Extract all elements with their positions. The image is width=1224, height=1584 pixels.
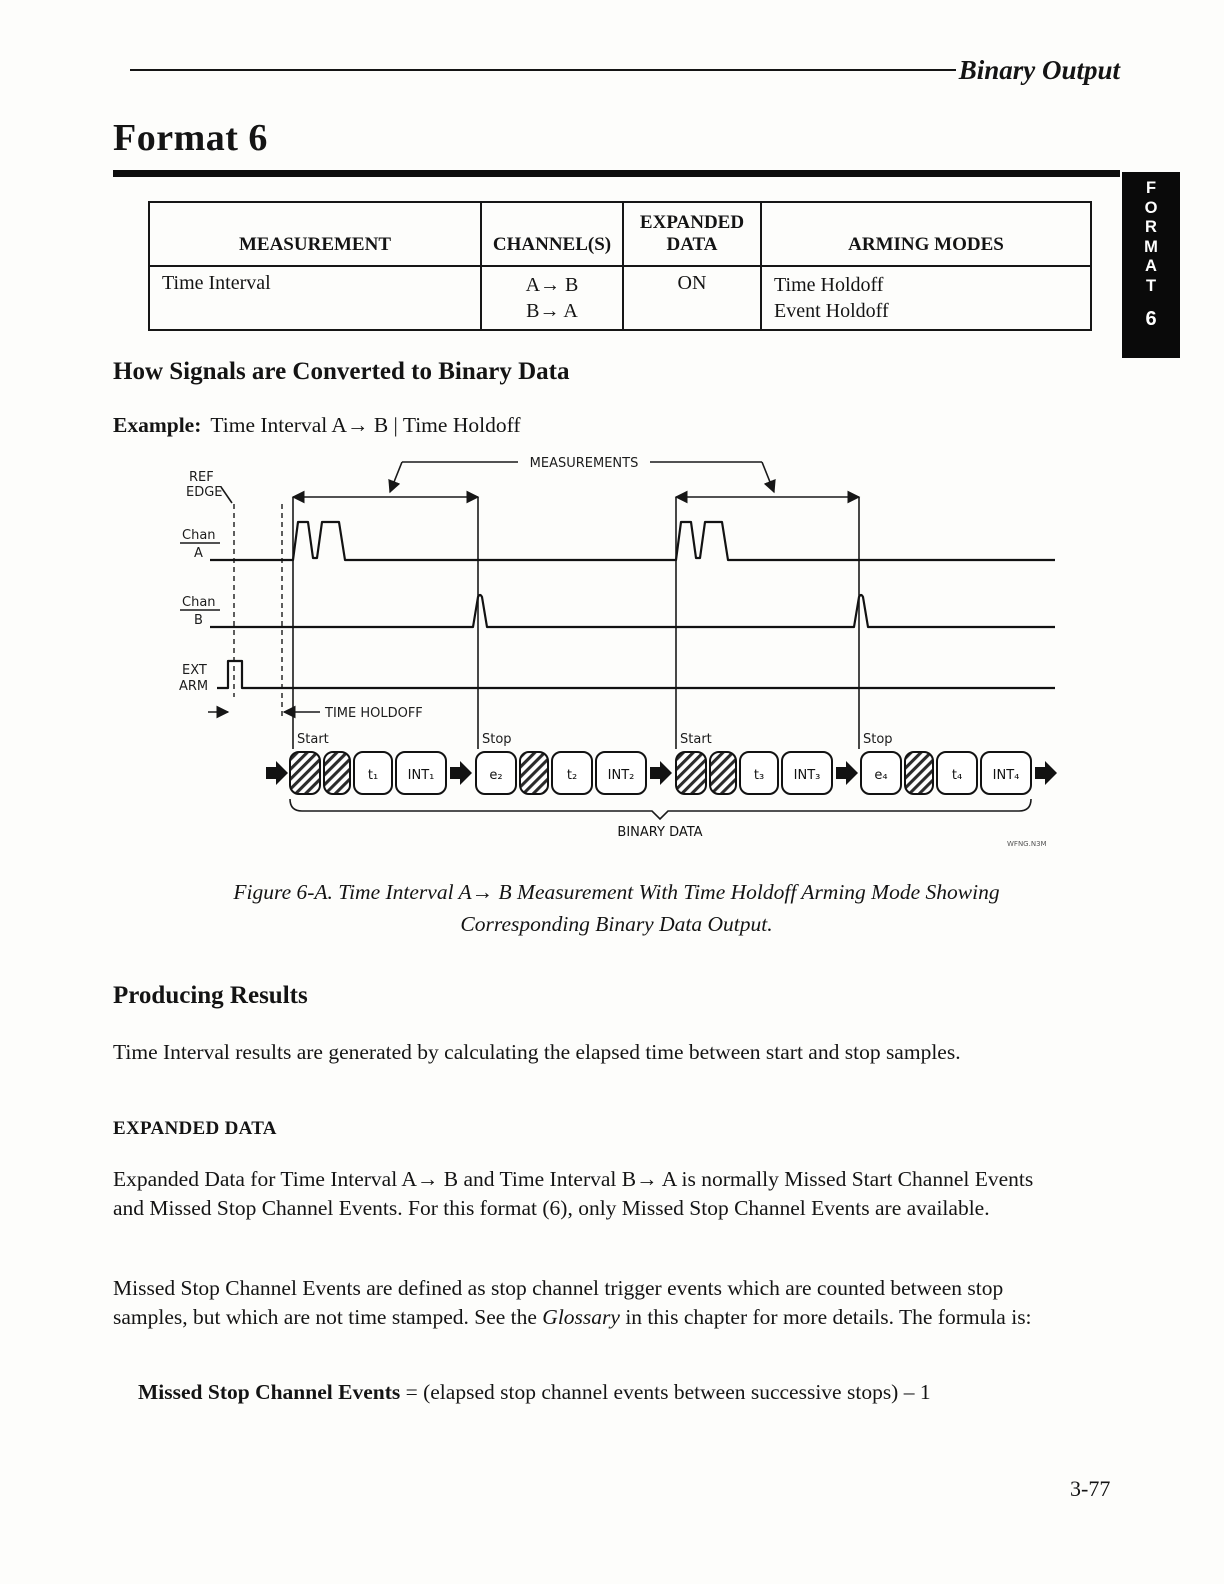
measurements-arrow-right: [762, 462, 774, 492]
measurements-arrow-left: [390, 462, 402, 492]
example-label: Example:: [113, 413, 202, 437]
tab-letter: R: [1145, 218, 1157, 236]
table-header-row: [149, 202, 1091, 266]
data-cell-e4: [861, 752, 901, 794]
chan-b-waveform: [210, 595, 1055, 627]
expanded-data-subheading: EXPANDED DATA: [113, 1118, 277, 1139]
binary-data-label: BINARY DATA: [617, 825, 703, 840]
tab-letter: M: [1144, 237, 1158, 256]
cell-label-t3: t₃: [753, 768, 765, 783]
cell-label-e2: e₂: [489, 768, 503, 783]
data-cell-int3: [782, 752, 832, 794]
ref-edge-label-line2: EDGE: [186, 485, 223, 500]
data-cell-t2: [552, 752, 592, 794]
running-header: [130, 50, 1120, 90]
ext-arm-waveform: [217, 661, 1055, 688]
tab-letter: A: [1145, 257, 1157, 275]
expanded-header-line2: DATA: [666, 234, 718, 255]
ext-arm-label-line1: EXT: [182, 663, 207, 678]
missed-stop-text-after: in this chapter for more details. The formula is:: [619, 1304, 1032, 1329]
col-header-measurement: MEASUREMENT: [149, 202, 481, 266]
cell-label-e4: e₄: [874, 768, 888, 783]
timing-diagram-figure: [162, 450, 1069, 850]
cell-label-int2: INT₂: [607, 768, 635, 783]
hatched-cell: [520, 752, 548, 794]
cell-label-int1: INT₁: [407, 768, 435, 783]
flow-arrow-icon: [266, 761, 288, 785]
col-header-channels: CHANNEL(S): [481, 202, 623, 266]
example-line: [113, 413, 521, 438]
data-cell-int1: [396, 752, 446, 794]
tab-letter: T: [1145, 276, 1157, 295]
cell-channels: [481, 266, 623, 330]
data-cell-int2: [596, 752, 646, 794]
channel-a-to-b: A→ B: [525, 274, 579, 296]
expanded-data-paragraph: Expanded Data for Time Interval A→ B and Time Interval B→ A is normally Missed Start Channel Events and Missed Stop Channel Events. For this format (6), only Missed Stop Channel Events are available.: [113, 1167, 1034, 1220]
section-heading-signals: How Signals are Converted to Binary Data: [113, 358, 570, 385]
hatched-cell: [324, 752, 350, 794]
table-row: [149, 266, 1091, 330]
data-cell-t3: [740, 752, 778, 794]
expanded-header-line1: EXPANDED: [639, 212, 745, 233]
format-side-tab: [1122, 172, 1180, 358]
data-cell-t4: [937, 752, 977, 794]
ref-edge-label-line1: REF: [189, 470, 214, 485]
producing-results-paragraph: Time Interval results are generated by calculating the elapsed time between start and stop samples.: [113, 1040, 961, 1064]
flow-arrow-icon: [1035, 761, 1057, 785]
data-cell-int4: [981, 752, 1031, 794]
timing-diagram: [162, 450, 1069, 850]
cell-label-t2: t₂: [566, 768, 578, 783]
hatched-cell: [290, 752, 320, 794]
cell-label-t4: t₄: [951, 768, 963, 783]
hatched-cell: [905, 752, 933, 794]
hatched-cell: [710, 752, 736, 794]
ext-arm-label-line2: ARM: [179, 679, 209, 694]
example-text: Time Interval A→ B | Time Holdoff: [210, 413, 521, 437]
time-holdoff-label: TIME HOLDOFF: [325, 706, 423, 721]
data-cell-e2: [476, 752, 516, 794]
arming-event-holdoff: Event Holdoff: [774, 300, 889, 322]
cell-measurement: Time Interval: [149, 266, 481, 330]
tab-letter: F: [1145, 179, 1157, 197]
flow-arrow-icon: [836, 761, 858, 785]
figure-id: WFNG.N3M: [1007, 840, 1047, 848]
flow-arrow-icon: [450, 761, 472, 785]
col-header-arming-modes: ARMING MODES: [761, 202, 1091, 266]
tab-number: 6: [1145, 308, 1157, 330]
missed-stop-text-before: Missed Stop Channel Events are defined as stop channel trigger events which are counted between stop samples, but which are not time stamped. See the: [113, 1276, 1004, 1329]
page-number: 3-77: [1070, 1476, 1111, 1501]
figure-caption: [113, 876, 1120, 940]
caption-line1: Figure 6-A. Time Interval A→ B Measurement With Time Holdoff Arming Mode Showing: [233, 880, 1000, 904]
missed-stop-paragraph: [113, 1274, 1071, 1331]
cell-label-int3: INT₃: [793, 768, 821, 783]
running-header-title: Binary Output: [958, 54, 1120, 85]
chan-a-waveform: [210, 522, 1055, 560]
caption-line2: Corresponding Binary Data Output.: [460, 912, 773, 936]
chan-a-label-line2: A: [194, 546, 203, 561]
flow-arrow-icon: [650, 761, 672, 785]
hatched-cell: [676, 752, 706, 794]
binary-data-brace: [290, 799, 1031, 819]
formula-line: [138, 1380, 1128, 1405]
ref-edge-pointer: [221, 487, 232, 503]
arming-time-holdoff: Time Holdoff: [774, 274, 884, 296]
marker-start-2: Start: [680, 732, 712, 747]
cell-arming-modes: [761, 266, 1091, 330]
glossary-reference: Glossary: [542, 1304, 620, 1329]
marker-start-1: Start: [297, 732, 329, 747]
chan-a-label-line1: Chan: [182, 528, 216, 543]
marker-stop-2: Stop: [863, 732, 893, 747]
cell-label-int4: INT₄: [992, 768, 1020, 783]
cell-expanded-data: ON: [623, 266, 761, 330]
page-title: Format 6: [113, 117, 268, 159]
title-rule: [113, 170, 1120, 177]
cell-label-t1: t₁: [367, 768, 379, 783]
col-header-expanded-data: [623, 202, 761, 266]
section-heading-producing-results: Producing Results: [113, 982, 308, 1009]
chan-b-label-line1: Chan: [182, 595, 216, 610]
data-cell-t1: [354, 752, 392, 794]
chan-b-label-line2: B: [194, 613, 203, 628]
formula-definition: = (elapsed stop channel events between successive stops) – 1: [400, 1380, 931, 1404]
measurements-label: MEASUREMENTS: [529, 456, 639, 471]
tab-letter: O: [1144, 198, 1158, 217]
header-rule: [130, 69, 956, 72]
marker-stop-1: Stop: [482, 732, 512, 747]
formula-term: Missed Stop Channel Events: [138, 1380, 401, 1404]
channel-b-to-a: B→ A: [526, 300, 578, 322]
format-spec-table: [148, 201, 1092, 331]
